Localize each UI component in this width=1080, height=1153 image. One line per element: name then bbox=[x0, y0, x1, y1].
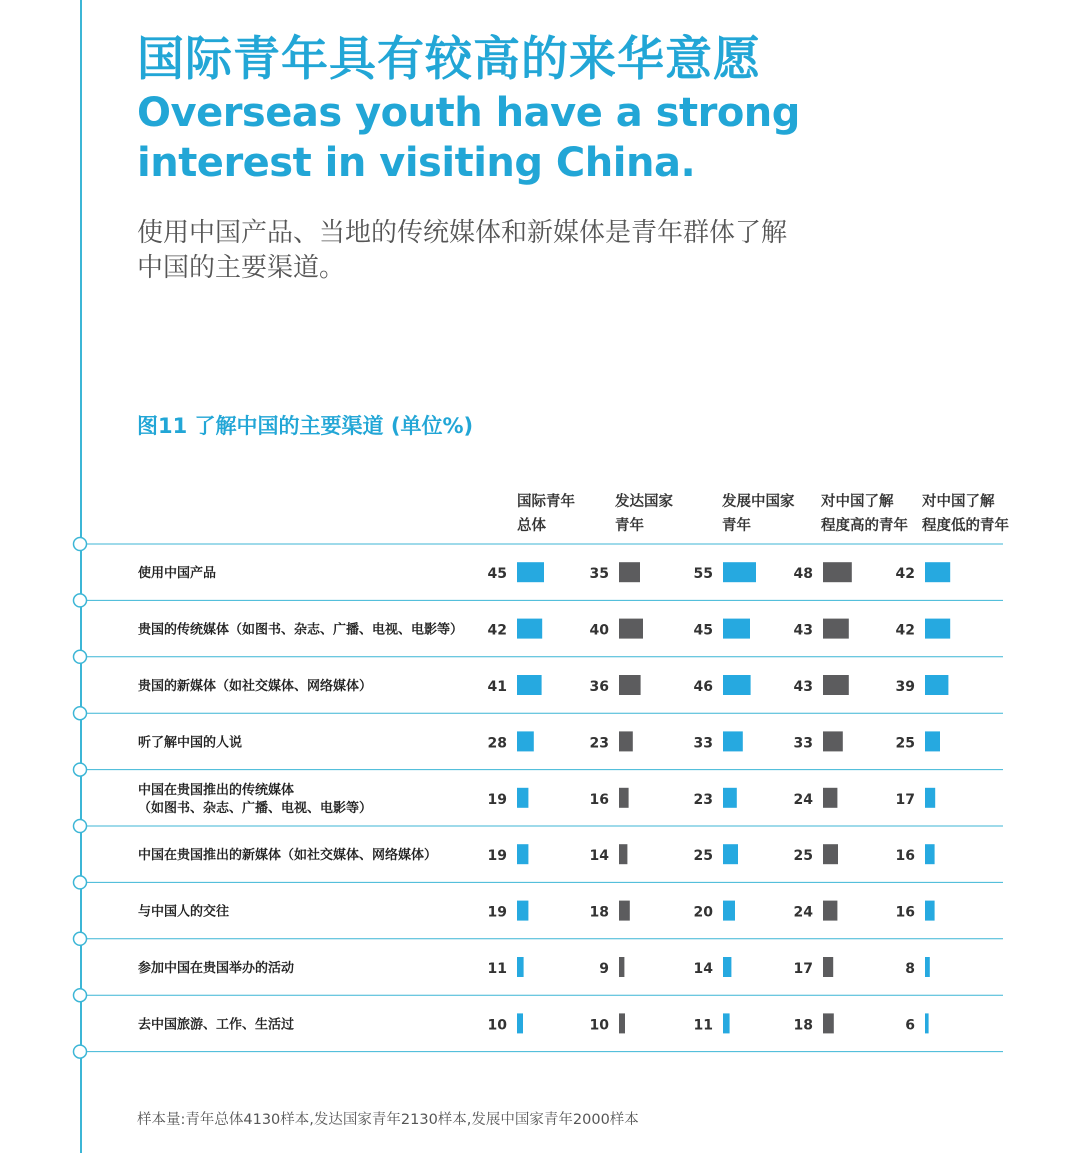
bar bbox=[823, 562, 852, 582]
value-label: 18 bbox=[589, 904, 609, 921]
value-label: 46 bbox=[693, 679, 713, 695]
bar bbox=[517, 1013, 523, 1033]
value-label: 48 bbox=[793, 566, 813, 583]
value-label: 16 bbox=[895, 848, 915, 865]
value-label: 40 bbox=[589, 622, 609, 639]
value-label: 11 bbox=[487, 961, 507, 977]
bar bbox=[619, 731, 633, 751]
value-label: 24 bbox=[793, 904, 813, 921]
bar bbox=[619, 562, 640, 582]
bar bbox=[517, 957, 524, 977]
bar bbox=[723, 619, 750, 639]
bar bbox=[619, 957, 624, 977]
value-label: 16 bbox=[589, 791, 609, 808]
bar bbox=[723, 844, 738, 864]
value-label: 41 bbox=[487, 679, 507, 695]
value-label: 20 bbox=[693, 904, 713, 921]
bar bbox=[925, 844, 935, 864]
bar bbox=[517, 731, 534, 751]
bar bbox=[925, 1013, 929, 1033]
value-label: 17 bbox=[895, 791, 915, 808]
bar bbox=[723, 1013, 730, 1033]
bar bbox=[619, 844, 627, 864]
value-label: 25 bbox=[895, 735, 915, 752]
bar bbox=[823, 675, 849, 695]
value-label: 45 bbox=[693, 622, 713, 639]
column-header-developed: 发达国家 青年 bbox=[615, 494, 673, 534]
subtitle-line2: 中国的主要渠道。 bbox=[137, 253, 346, 283]
bar bbox=[925, 957, 930, 977]
bar bbox=[723, 957, 731, 977]
bar bbox=[517, 844, 528, 864]
bar bbox=[823, 844, 838, 864]
title-en-line1: Overseas youth have a strong bbox=[137, 90, 800, 136]
row-label: 参加中国在贵国举办的活动 bbox=[138, 961, 295, 976]
value-label: 55 bbox=[693, 566, 713, 583]
bar bbox=[517, 788, 528, 808]
bar bbox=[925, 619, 950, 639]
column-header-low-understanding: 对中国了解 程度低的青年 bbox=[922, 494, 1009, 534]
bar bbox=[823, 788, 837, 808]
value-label: 42 bbox=[487, 622, 507, 639]
column-header-developing: 发展中国家 青年 bbox=[722, 494, 795, 534]
timeline-node bbox=[74, 1045, 87, 1058]
footnote: 样本量:青年总体4130样本,发达国家青年2130样本,发展中国家青年2000样本 bbox=[137, 1112, 639, 1128]
bar bbox=[723, 788, 737, 808]
bar bbox=[619, 788, 629, 808]
value-label: 25 bbox=[793, 848, 813, 865]
bar bbox=[619, 1013, 625, 1033]
value-label: 17 bbox=[793, 961, 813, 977]
value-label: 19 bbox=[487, 848, 507, 865]
bar bbox=[823, 731, 843, 751]
value-label: 25 bbox=[693, 848, 713, 865]
value-label: 23 bbox=[589, 735, 609, 752]
value-label: 24 bbox=[793, 791, 813, 808]
value-label: 6 bbox=[905, 1017, 915, 1034]
timeline-node bbox=[74, 650, 87, 663]
bar bbox=[823, 1013, 834, 1033]
bar bbox=[723, 901, 735, 921]
value-label: 28 bbox=[487, 735, 507, 752]
value-label: 8 bbox=[905, 961, 915, 977]
row-label: 中国在贵国推出的新媒体（如社交媒体、网络媒体） bbox=[138, 848, 438, 864]
bar bbox=[517, 562, 544, 582]
timeline-node bbox=[74, 932, 87, 945]
timeline-node bbox=[74, 876, 87, 889]
value-label: 42 bbox=[895, 622, 915, 639]
value-label: 43 bbox=[793, 679, 813, 695]
bar bbox=[925, 731, 940, 751]
value-label: 43 bbox=[793, 622, 813, 639]
value-label: 19 bbox=[487, 904, 507, 921]
row-label: 贵国的传统媒体（如图书、杂志、广播、电视、电影等） bbox=[138, 622, 464, 638]
value-label: 9 bbox=[599, 961, 609, 977]
bar bbox=[517, 675, 542, 695]
value-label: 14 bbox=[693, 961, 713, 977]
bar bbox=[517, 619, 542, 639]
bar bbox=[925, 675, 948, 695]
bar bbox=[925, 788, 935, 808]
bar bbox=[723, 562, 756, 582]
column-header-high-understanding: 对中国了解 程度高的青年 bbox=[821, 494, 908, 534]
value-label: 11 bbox=[693, 1017, 713, 1034]
bar bbox=[619, 619, 643, 639]
bar bbox=[823, 957, 833, 977]
value-label: 23 bbox=[693, 791, 713, 808]
value-label: 18 bbox=[793, 1017, 813, 1034]
timeline-node bbox=[74, 820, 87, 833]
bar bbox=[823, 619, 849, 639]
bar bbox=[517, 901, 528, 921]
bar bbox=[619, 675, 641, 695]
value-label: 10 bbox=[589, 1017, 609, 1034]
timeline-node bbox=[74, 538, 87, 551]
row-label-line2: （如图书、杂志、广播、电视、电影等） bbox=[138, 800, 373, 816]
row-label: 听了解中国的人说 bbox=[138, 735, 243, 751]
value-label: 10 bbox=[487, 1017, 507, 1034]
timeline-node bbox=[74, 707, 87, 720]
title-en-line2: interest in visiting China. bbox=[137, 140, 696, 186]
value-label: 33 bbox=[693, 735, 713, 752]
bar bbox=[925, 562, 950, 582]
value-label: 16 bbox=[895, 904, 915, 921]
value-label: 36 bbox=[589, 679, 609, 695]
value-label: 39 bbox=[895, 679, 915, 695]
value-label: 45 bbox=[487, 566, 507, 583]
bar bbox=[823, 901, 837, 921]
row-label: 去中国旅游、工作、生活过 bbox=[138, 1017, 295, 1033]
bar bbox=[925, 901, 935, 921]
value-label: 19 bbox=[487, 791, 507, 808]
row-label: 贵国的新媒体（如社交媒体、网络媒体） bbox=[138, 679, 373, 694]
timeline-node bbox=[74, 989, 87, 1002]
figure-title: 图11 了解中国的主要渠道 (单位%) bbox=[137, 414, 474, 438]
timeline-node bbox=[74, 594, 87, 607]
value-label: 33 bbox=[793, 735, 813, 752]
value-label: 42 bbox=[895, 566, 915, 583]
subtitle-line1: 使用中国产品、当地的传统媒体和新媒体是青年群体了解 bbox=[137, 218, 788, 248]
page-title-zh: 国际青年具有较高的来华意愿 bbox=[137, 32, 761, 87]
column-header-total: 国际青年 总体 bbox=[517, 494, 575, 534]
row-label-line1: 中国在贵国推出的传统媒体 bbox=[138, 782, 295, 798]
row-label: 使用中国产品 bbox=[138, 566, 217, 582]
timeline-node bbox=[74, 763, 87, 776]
value-label: 35 bbox=[589, 566, 609, 583]
bar bbox=[723, 731, 743, 751]
row-label: 与中国人的交往 bbox=[138, 904, 230, 920]
bar bbox=[723, 675, 751, 695]
bar bbox=[619, 901, 630, 921]
value-label: 14 bbox=[589, 848, 609, 865]
